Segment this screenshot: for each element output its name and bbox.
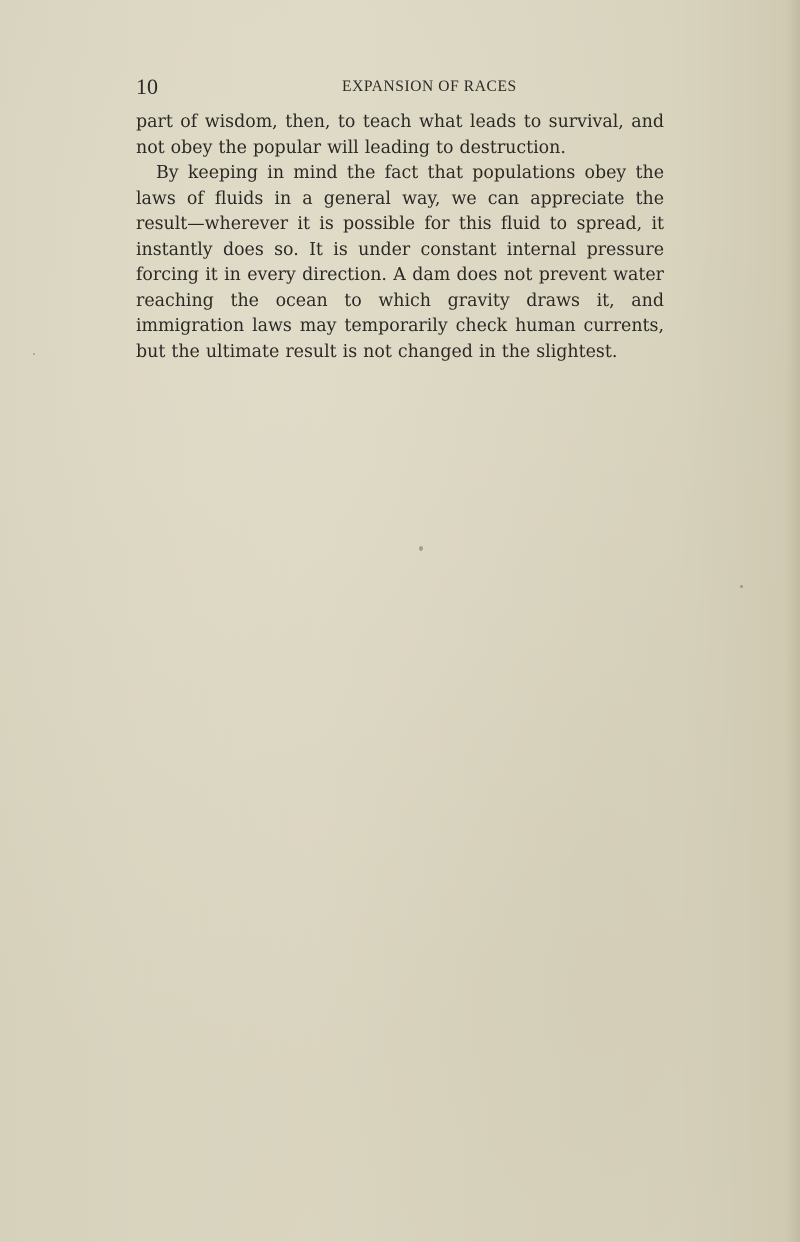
paper-speck [419, 546, 423, 551]
page-edge-shadow [786, 0, 800, 1242]
paragraph-continued: part of wisdom, then, to teach what leads to survival, and not obey the popular will leading to destruction. [136, 112, 664, 158]
paper-speck [740, 585, 743, 588]
paper-speck [33, 353, 35, 355]
page-header [136, 74, 662, 104]
paragraph: By keeping in mind the fact that populations obey the laws of fluids in a general way, we can appreciate the result—wherever it is possible for this fluid to spread, it instantly does so. It is under constant internal pressure forcing it in every direction. A dam does not prevent water reaching the ocean to which gravity draws it, and immigration laws may temporarily check human currents, but the ultimate result is not changed in the slightest. [136, 163, 664, 362]
page-number: 10 [136, 74, 158, 99]
running-head: EXPANSION OF RACES [342, 78, 517, 95]
body-text [136, 110, 664, 365]
